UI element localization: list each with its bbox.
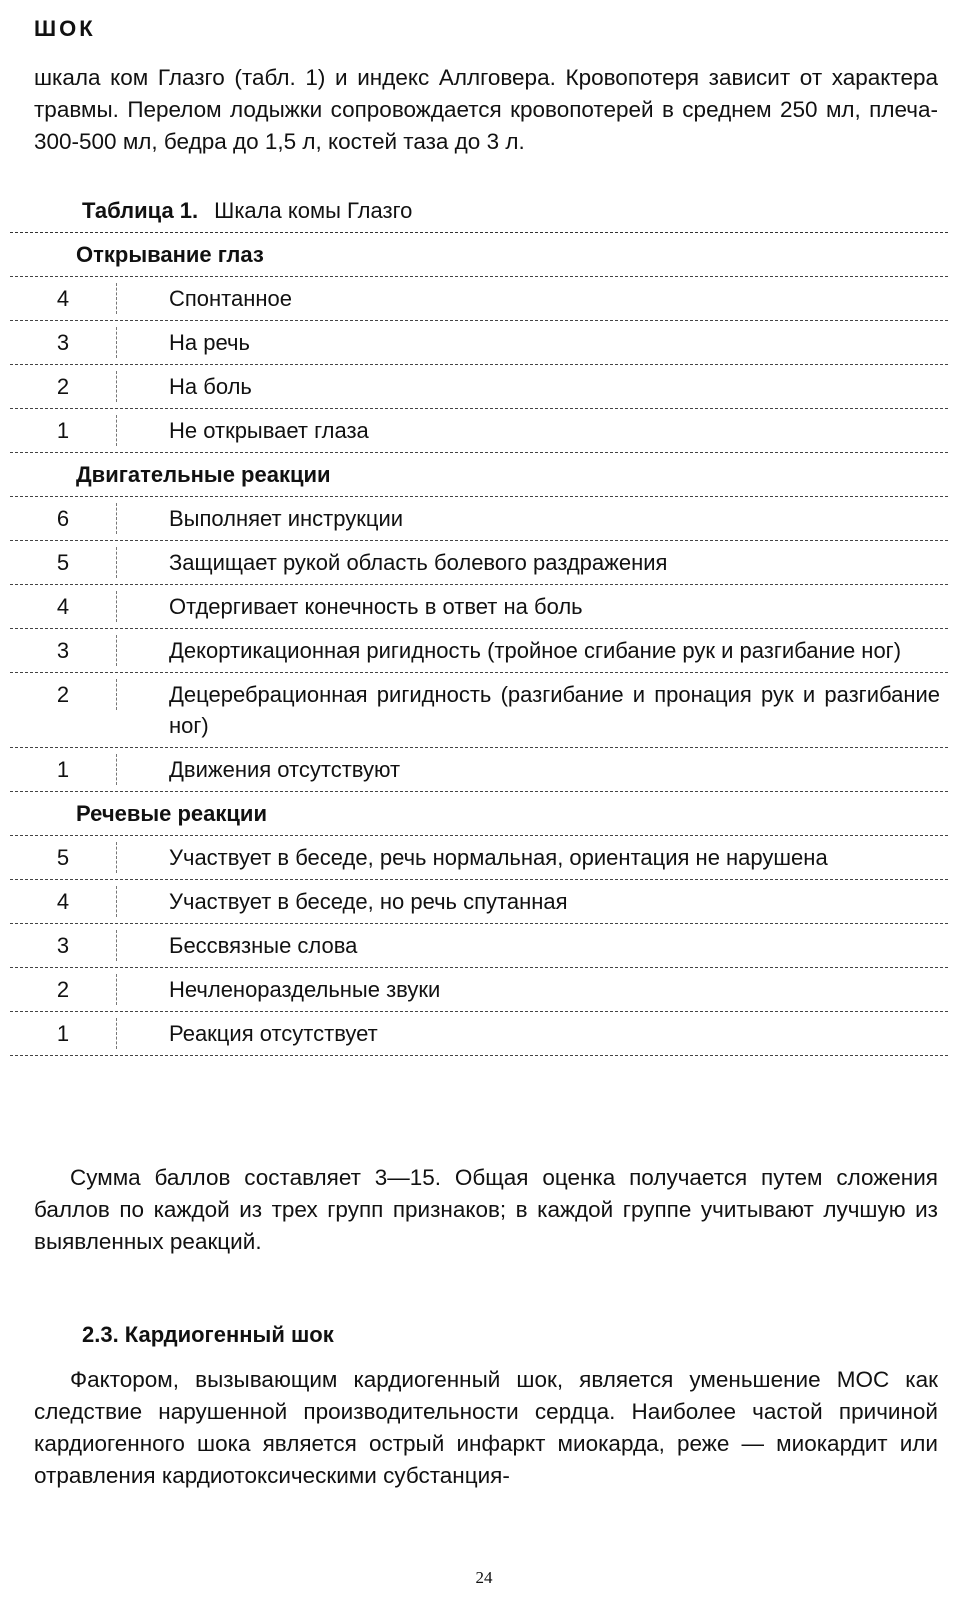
description-cell: Декортикационная ригидность (тройное сгибание рук и разгибание ног)	[169, 638, 902, 663]
table-caption	[82, 198, 412, 224]
score-cell: 3	[10, 930, 117, 961]
description-cell: Нечленораздельные звуки	[169, 977, 441, 1002]
description-cell: Не открывает глаза	[169, 418, 369, 443]
section-heading: 2.3. Кардиогенный шок	[82, 1322, 334, 1347]
table-row	[10, 968, 948, 1012]
score-cell: 1	[10, 415, 117, 446]
description-cell: Защищает рукой область болевого раздражения	[169, 550, 668, 575]
table-group-header	[10, 453, 948, 497]
glasgow-coma-scale-table	[10, 232, 948, 1056]
intro-paragraph: шкала ком Глазго (табл. 1) и индекс Аллговера. Кровопотеря зависит от характера травмы. Перелом лодыжки сопровождается кровопотерей в среднем 250 мл, плеча- 300-500 мл, бедра до 1,5 л, костей таза до 3 л.	[34, 65, 938, 154]
score-cell: 3	[10, 635, 117, 666]
score-cell: 4	[10, 283, 117, 314]
description-cell: Отдергивает конечность в ответ на боль	[169, 594, 583, 619]
table-row	[10, 924, 948, 968]
table-group-header	[10, 233, 948, 277]
description-cell: Реакция отсутствует	[169, 1021, 378, 1046]
table-row	[10, 541, 948, 585]
description-cell: Бессвязные слова	[169, 933, 358, 958]
section-paragraph: Фактором, вызывающим кардиогенный шок, является уменьшение МОС как следствие нарушенной производительности сердца. Наиболее частой причиной кардиогенного шока является острый инфаркт миокарда, реже — миокардит или отравления кардиотоксическими субстанция-	[34, 1367, 938, 1488]
score-cell: 5	[10, 547, 117, 578]
description-cell: Участвует в беседе, речь нормальная, ориентация не нарушена	[169, 845, 828, 870]
score-cell: 2	[10, 371, 117, 402]
table-row	[10, 277, 948, 321]
table-row	[10, 673, 948, 748]
description-cell: На боль	[169, 374, 252, 399]
table-row	[10, 836, 948, 880]
page-number: 24	[475, 1568, 493, 1587]
group-title: Открывание глаз	[76, 242, 264, 267]
table-caption-number: Таблица 1.	[82, 198, 199, 223]
table-caption-title: Шкала комы Глазго	[214, 198, 413, 223]
score-cell: 4	[10, 591, 117, 622]
running-head: ШОК	[34, 16, 96, 41]
sum-paragraph: Сумма баллов составляет 3—15. Общая оценка получается путем сложения баллов по каждой из трех групп признаков; в каждой группе учитывают лучшую из выявленных реакций.	[34, 1165, 938, 1254]
table-row	[10, 321, 948, 365]
table-row	[10, 1012, 948, 1056]
score-cell: 1	[10, 754, 117, 785]
description-cell: На речь	[169, 330, 250, 355]
score-cell: 2	[10, 974, 117, 1005]
table-row	[10, 629, 948, 673]
table-group-header	[10, 792, 948, 836]
table-row	[10, 497, 948, 541]
table-row	[10, 409, 948, 453]
table-row	[10, 880, 948, 924]
score-cell: 6	[10, 503, 117, 534]
score-cell: 4	[10, 886, 117, 917]
description-cell: Выполняет инструкции	[169, 506, 404, 531]
table-row	[10, 365, 948, 409]
score-cell: 1	[10, 1018, 117, 1049]
table-row	[10, 748, 948, 792]
group-title: Речевые реакции	[76, 801, 267, 826]
group-title: Двигательные реакции	[76, 462, 331, 487]
score-cell: 3	[10, 327, 117, 358]
description-cell: Движения отсутствуют	[169, 757, 401, 782]
description-cell: Децеребрационная ригидность (разгибание и пронация рук и разгибание ног)	[169, 682, 940, 738]
table-row	[10, 585, 948, 629]
description-cell: Спонтанное	[169, 286, 293, 311]
description-cell: Участвует в беседе, но речь спутанная	[169, 889, 568, 914]
score-cell: 2	[10, 679, 117, 710]
score-cell: 5	[10, 842, 117, 873]
